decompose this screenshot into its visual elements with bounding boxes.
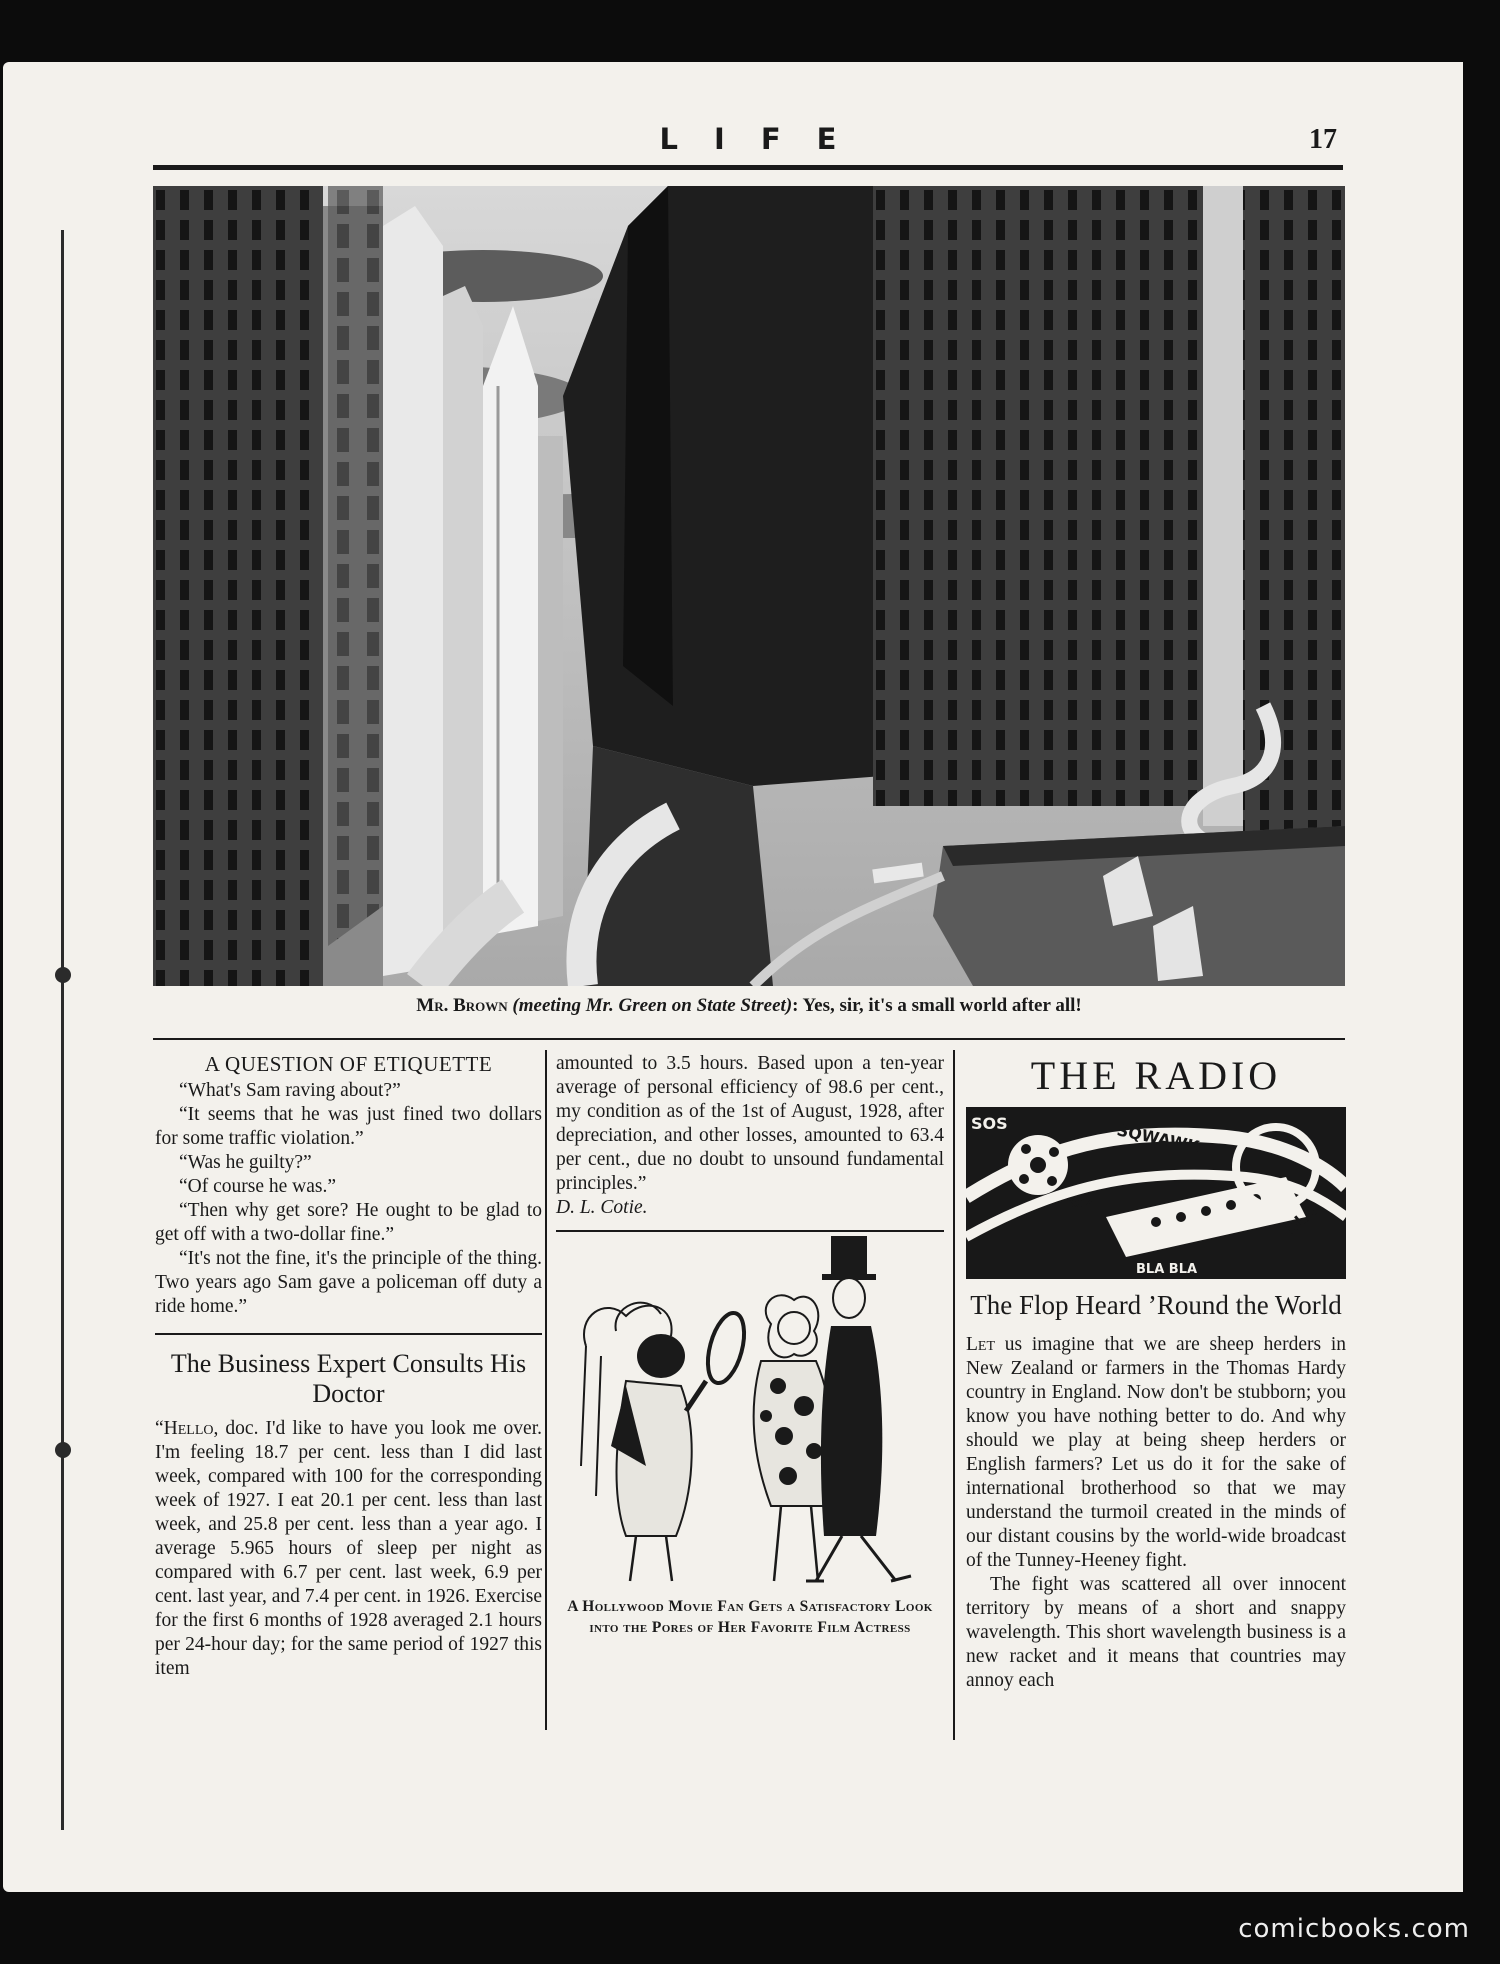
caption-speaker: Mr. Brown (416, 995, 508, 1016)
etiquette-line: “Then why get sore? He ought to be glad to get off with a two-dollar fine.” (155, 1200, 542, 1245)
radio-title: THE RADIO (1030, 1053, 1282, 1098)
column-middle (556, 1052, 944, 1638)
top-cartoon-caption (153, 995, 1345, 1017)
binding-hole (55, 1442, 71, 1458)
page-header (153, 120, 1343, 164)
movie-fan-caption: A Hollywood Movie Fan Gets a Satisfactory Look into the Pores of Her Favorite Film Actress (567, 1598, 933, 1636)
radio-text: us imagine that we are sheep herders in New Zealand or farmers in the Thomas Hardy country in England. Now don't be stubborn; you know you have nothing better to do. And why should we play at being sheep herders or English farmers? Let us do it for the sake of international brotherhood so that we may understand the turmoil created in the minds of our distant cousins by the world-wide broadcast of the Tunney-Heeney fight. (966, 1334, 1346, 1571)
header-rule (153, 165, 1343, 170)
art-word: BLA (1281, 1201, 1321, 1239)
column-divider (545, 1050, 547, 1730)
radio-noise-art (966, 1107, 1346, 1279)
etiquette-line: “What's Sam raving about?” (179, 1080, 401, 1101)
column-right (966, 1052, 1346, 1693)
radio-illustration (966, 1107, 1346, 1279)
author-signature: D. L. Cotie. (556, 1197, 648, 1218)
business-text: doc. I'd like to have you look me over. I'm feeling 18.7 per cent. less than I did last week, compared with 100 for the corresponding week of 1927. I eat 20.1 per cent. less than last week, and 25.8 per cent. less than a year ago. I average 5.965 hours of sleep per night as compared with 6.7 per cent. last week, 6.9 per cent. last year, and 7.4 per cent. in 1926. Exercise for the first 6 months of 1928 averaged 2.1 hours per 24-hour day; for the same period of 1927 this item (155, 1418, 542, 1679)
business-continued: amounted to 3.5 hours. Based upon a ten-year average of personal efficiency of 98.6 per cent., my condition as of the 1st of August, 1928, after depreciation, and other losses, amounted to 63.4 per cent., due no doubt to unsound fundamental principles.” (556, 1053, 944, 1194)
etiquette-heading: A QUESTION OF ETIQUETTE (204, 1052, 493, 1076)
radio-paragraph: The fight was scattered all over innocent territory by means of a short and snappy wavelength. This short wavelength business is a new racket and it means that countries may annoy each (966, 1574, 1346, 1691)
business-heading: The Business Expert Consults His Doctor (170, 1349, 527, 1408)
business-lead: “Hello, (155, 1418, 219, 1439)
movie-fan-cartoon (556, 1236, 944, 1592)
magazine-page (3, 62, 1463, 1892)
art-word: KOZ (1066, 1196, 1094, 1210)
masthead: LIFE (659, 122, 873, 156)
etiquette-line: “It seems that he was just fined two dollars for some traffic violation.” (155, 1104, 542, 1149)
site-watermark: comicbooks.com (1238, 1914, 1470, 1944)
page-number: 17 (1309, 124, 1337, 155)
article-rule (155, 1333, 542, 1335)
caption-stage-direction: (meeting Mr. Green on State Street) (512, 995, 793, 1016)
caption-line: : Yes, sir, it's a small world after all! (792, 995, 1082, 1016)
radio-paragraph (966, 1333, 1346, 1573)
etiquette-line: “Of course he was.” (179, 1176, 337, 1197)
etiquette-line: “It's not the fine, it's the principle of the thing. Two years ago Sam gave a policeman off duty a ride home.” (155, 1248, 542, 1317)
column-divider (953, 1050, 955, 1740)
binding-edge (61, 230, 64, 1830)
etiquette-line: “Was he guilty?” (179, 1152, 312, 1173)
section-rule (153, 1038, 1345, 1040)
radio-subheading: The Flop Heard ’Round the World (970, 1290, 1342, 1320)
skyscraper-illustration (153, 186, 1345, 986)
business-body (155, 1417, 542, 1681)
column-left (155, 1052, 542, 1681)
art-word: SQWAWK (1115, 1120, 1202, 1157)
skyscraper-cartoon (153, 186, 1345, 986)
binding-hole (55, 967, 71, 983)
art-word: BLA BLA (1136, 1262, 1198, 1277)
article-rule (556, 1230, 944, 1232)
movie-fan-illustration (556, 1236, 944, 1592)
art-word: SOS (971, 1114, 1008, 1133)
radio-lead: Let (966, 1334, 996, 1355)
